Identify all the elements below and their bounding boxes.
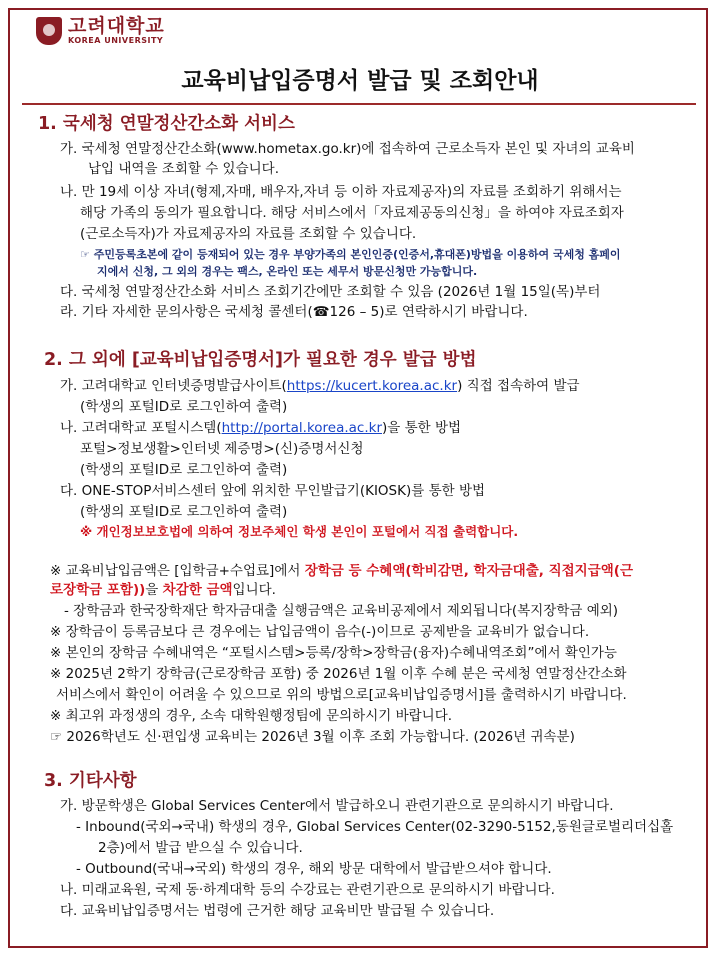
s1-item-ga-line2: 납입 내역을 조회할 수 있습니다.	[88, 161, 279, 177]
logo-korean: 고려대학교	[68, 15, 165, 37]
note-7: ☞ 2026학년도 신·편입생 교육비는 2026년 3월 이후 조회 가능합니다. (2026년 귀속분)	[50, 729, 575, 745]
note-1-line2: 로장학금 포함))을 차감한 금액입니다.	[50, 582, 276, 598]
crest-icon	[36, 17, 62, 45]
page-title: 교육비납입증명서 발급 및 조회안내	[181, 68, 539, 94]
note-5-line2: 서비스에서 확인이 어려울 수 있으므로 위의 방법으로[교육비납입증명서]를 출력하시기 바랍니다.	[56, 687, 627, 703]
title-divider	[22, 103, 696, 105]
note-2: - 장학금과 한국장학재단 학자금대출 실행금액은 교육비공제에서 제외됩니다(복지장학금 예외)	[64, 603, 619, 619]
korea-university-logo	[36, 16, 165, 45]
section-1-heading: 1. 국세청 연말정산간소화 서비스	[38, 114, 295, 134]
portal-link[interactable]: http://portal.korea.ac.kr	[221, 420, 383, 436]
kucert-link[interactable]: https://kucert.korea.ac.kr	[286, 378, 458, 394]
s3-inbound-line1: - Inbound(국외→국내) 학생의 경우, Global Services Center(02-3290-5152,동원글로벌리더십홀	[76, 819, 674, 835]
s3-item-ga: 가. 방문학생은 Global Services Center에서 발급하오니 관련기관으로 문의하시기 바랍니다.	[60, 798, 614, 814]
s2-item-na-line3: (학생의 포털ID로 로그인하여 출력)	[80, 462, 288, 478]
s3-item-na: 나. 미래교육원, 국제 동·하계대학 등의 수강료는 관련기관으로 문의하시기 바랍니다.	[60, 882, 555, 898]
s2-item-ga-line2: (학생의 포털ID로 로그인하여 출력)	[80, 399, 288, 415]
note-3: ※ 장학금이 등록금보다 큰 경우에는 납입금액이 음수(-)이므로 공제받을 교육비가 없습니다.	[50, 624, 590, 640]
privacy-notice: ※ 개인정보보호법에 의하여 정보주체인 학생 본인이 포털에서 직접 출력합니다.	[80, 524, 519, 539]
section-2-heading: 2. 그 외에 [교육비납입증명서]가 필요한 경우 발급 방법	[44, 350, 477, 370]
s1-note-line1: ☞ 주민등록초본에 같이 등재되어 있는 경우 부양가족의 본인인증(인증서,휴대폰)방법을 이용하여 국세청 홈페이	[80, 248, 621, 261]
note-4: ※ 본인의 장학금 수혜내역은 “포털시스템>등록/장학>장학금(융자)수혜내역조회”에서 확인가능	[50, 645, 617, 661]
section-3-heading: 3. 기타사항	[44, 771, 137, 791]
s3-inbound-line2: 2층)에서 발급 받으실 수 있습니다.	[98, 840, 303, 856]
note-1-line1: ※ 교육비납입금액은 [입학금+수업료]에서 장학금 등 수혜액(학비감면, 학자금대출, 직접지급액(근	[50, 563, 633, 579]
s3-item-da: 다. 교육비납입증명서는 법령에 근거한 해당 교육비만 발급될 수 있습니다.	[60, 903, 495, 919]
s2-item-ga-line1: 가. 고려대학교 인터넷증명발급사이트(https://kucert.korea.ac.kr) 직접 접속하여 발급	[60, 378, 580, 394]
s1-item-da: 다. 국세청 연말정산간소화 서비스 조회기간에만 조회할 수 있음 (2026년 1월 15일(목)부터	[60, 284, 601, 300]
s1-item-na-line1: 나. 만 19세 이상 자녀(형제,자매, 배우자,자녀 등 이하 자료제공자)의 자료를 조회하기 위해서는	[60, 184, 622, 200]
note-5-line1: ※ 2025년 2학기 장학금(근로장학금 포함) 중 2026년 1월 이후 수혜 분은 국세청 연말정산간소화	[50, 666, 627, 682]
s1-note-line2: 지에서 신청, 그 외의 경우는 팩스, 온라인 또는 세무서 방문신청만 가능합니다.	[97, 265, 478, 278]
note-6: ※ 최고위 과정생의 경우, 소속 대학원행정팀에 문의하시기 바랍니다.	[50, 708, 453, 724]
s2-item-na-line2: 포털>정보생활>인터넷 제증명>(신)증명서신청	[80, 441, 364, 457]
s1-item-ra: 라. 기타 자세한 문의사항은 국세청 콜센터(☎126 – 5)로 연락하시기 바랍니다.	[60, 304, 528, 320]
s2-item-da-line2: (학생의 포털ID로 로그인하여 출력)	[80, 504, 288, 520]
s1-item-ga-line1: 가. 국세청 연말정산간소화(www.hometax.go.kr)에 접속하여 근로소득자 본인 및 자녀의 교육비	[60, 141, 635, 157]
s2-item-da-line1: 다. ONE-STOP서비스센터 앞에 위치한 무인발급기(KIOSK)를 통한 방법	[60, 483, 486, 499]
s3-outbound: - Outbound(국내→국외) 학생의 경우, 해외 방문 대학에서 발급받으셔야 합니다.	[76, 861, 552, 877]
logo-english: KOREA UNIVERSITY	[68, 36, 164, 45]
s2-item-na-line1: 나. 고려대학교 포털시스템(http://portal.korea.ac.kr)을 통한 방법	[60, 420, 462, 436]
s1-item-na-line3: (근로소득자)가 자료제공자의 자료를 조회할 수 있습니다.	[80, 226, 417, 242]
s1-item-na-line2: 해당 가족의 동의가 필요합니다. 해당 서비스에서「자료제공동의신청」을 하여야 자료조회자	[80, 205, 624, 221]
